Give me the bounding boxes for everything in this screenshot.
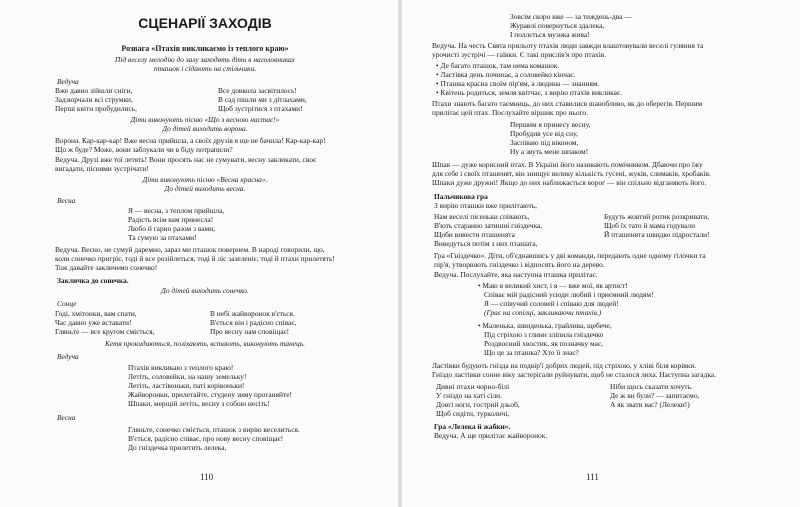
verse-line: Дивні птахи чорно-білі — [436, 382, 510, 391]
verse-line: Журавлі повернуться здалека, — [510, 21, 605, 30]
paragraph-line: Гніздо ластівки сонне віку застерігали руйнувати, щоб не сталося лиха. Наступна загадка. — [432, 370, 716, 379]
verse-line: Я — співучий соловей і співаю для людей! — [484, 299, 619, 308]
bullet-item: • Пташка красна своїм пір'ям, а людина — знанням. — [436, 79, 600, 88]
stage-direction: Діти виконують пісню «Що з весною настає!» — [130, 115, 280, 124]
paragraph-line: Гра «Гніздечко». Діти, об'єднавшись у дві команди, передають одне одному гілочки та — [434, 251, 706, 260]
stage-direction: Кетя прокидаються, позіхають, встають, виконують танець. — [105, 339, 305, 348]
verse-line: Щоби вивести пташенята — [434, 230, 515, 239]
verse-line: Вже давно зійшли сніги, — [55, 86, 133, 95]
verse-line: І поллється музика жива! — [510, 30, 590, 39]
bullet-item: • Ластівка день починає, а соловейко кінчає. — [436, 70, 576, 79]
paragraph-line: Тож давайте закличемо сонечко! — [55, 263, 158, 272]
verse-line: Летіть, соловейки, на нашу земельку! — [128, 372, 247, 381]
verse-line: Любо й гарно разом з вами, — [128, 224, 215, 233]
verse-line: До гніздечка прилетить лелека, — [128, 443, 227, 452]
verse-line: Під стріхою з глини зліпила гніздечко — [484, 330, 604, 339]
paragraph-line: Що ж буде? Може, вони заблукали чи в біду потрапили? — [55, 145, 233, 154]
verse-line: В'ється, радісно співає, про нову весну сповіщає! — [128, 434, 284, 443]
verse-line: Гляньте, сонечко сміється, пташок з вирію веселиться. — [128, 425, 300, 434]
section-heading: Гра «Лелека й жабки». — [434, 422, 511, 431]
page-title: СЦЕНАРІЇ ЗАХОДІВ — [138, 15, 272, 31]
verse-line: Пробудив усе від сну, — [510, 129, 578, 138]
verse-line: Щоб зустрітися з птахами! — [218, 104, 303, 113]
verse-line: Я — весна, з теплом прийшла, — [128, 206, 225, 215]
verse-line: В'ється він і радісно співає, — [210, 318, 297, 327]
verse-line: Зовсім скоро вже — за тиждень-два — — [510, 12, 632, 21]
verse-line: Птахів викликаю з теплого краю! — [128, 363, 234, 372]
verse-line: Заспіваю під віконом, — [510, 138, 579, 147]
paragraph-line: Ведуча. Послухайте, яка наступна пташка прилітає. — [434, 270, 598, 279]
paragraph-line: для себе і своїх пташенят, він знищує велику кількість гусені, жуків, слимаків, хробаків. — [432, 169, 711, 178]
verse-line: Роздвоєний хвостик, як позначку має, — [484, 339, 603, 348]
bullet-item: • Де багато пташок, там нема комашок. — [436, 61, 560, 70]
verse-line: Годі, хмітонки, вам спати, — [55, 309, 137, 318]
speaker-label: Ведуча — [57, 77, 79, 86]
verse-line: Радість всім вам принесла! — [128, 215, 214, 224]
verse-line: Співає мій радісний усюди любий і приємний людям! — [484, 290, 654, 299]
bullet-item: • Квітень родиться, земля квітчає, з вирію птахів викликає. — [436, 88, 622, 97]
verse-line: З вирію пташки вже прилітають, — [434, 201, 537, 210]
verse-line: Та сумую за птахами! — [128, 233, 197, 242]
verse-line: Ну а звуть мене шпаком! — [510, 147, 589, 156]
paragraph-line: Ведуча. Весно, не сумуй даремно, зараз ми пташок повернем. В народі говорили, що, — [55, 245, 325, 254]
section-heading: Пальчикова гра — [434, 192, 488, 201]
paragraph-line: вигадати, піснями зустрічати! — [55, 164, 149, 173]
paragraph-line: коли сонечко пригріє, тоді й все розійлеться, тоді й ліс зазеленіє, тоді й птахи прилетять! — [55, 254, 335, 263]
verse-line: В сад пішли ми з дітлахами, — [218, 95, 307, 104]
verse-line: Виведуться потім з них пташата, — [434, 239, 538, 248]
verse-line: А як звати вас? (Лелеки!) — [610, 400, 690, 409]
verse-line: Перші квіти пробудились, — [55, 104, 137, 113]
verse-line: Задзюрчали всі струмки, — [55, 95, 133, 104]
verse-line: • Маленька, швиденька, грайлива, щебече, — [478, 321, 612, 330]
verse-line: Довгі ноги, гострий дзьоб, — [436, 400, 520, 409]
paragraph-line: урочисті зустрічі — гаївки. Є такі прислів'я про птахів. — [432, 50, 607, 59]
verse-line: Щоб сидіти, турколичі, — [436, 409, 510, 418]
verse-line: Шпаки, мерщій летіть, весну з собою несіть! — [128, 399, 270, 408]
verse-line: Щоб їх тато й мама годували — [604, 221, 696, 230]
verse-line: Гляньте — все кругом сміється, — [55, 327, 155, 336]
speaker-label: Весна — [57, 413, 76, 422]
paragraph-line: Ластівки будують гнізда на подвір'ї добрих людей, під стріхою, у хліві біля корівки. — [432, 361, 697, 370]
verse-line: Про весну нам сповіщає! — [210, 327, 290, 336]
verse-line: Першим я принесу весну, — [510, 120, 591, 129]
intro-line-1: Під веселу мелодію до залу заходять діти в наголовниках — [115, 55, 295, 64]
verse-line: Що це за пташка? Хто її знає? — [484, 348, 579, 357]
verse-line: Будуть жовтий ротик розкривати, — [604, 212, 710, 221]
speaker-label: Весна — [57, 196, 76, 205]
speaker-label: Сонце — [57, 299, 77, 308]
intro-line-2: пташок і сідають на стільчики. — [153, 64, 257, 73]
paragraph-line: прилітає цей птах. Послухайте віршик про нього. — [432, 108, 588, 117]
paragraph-line: пір'я, утворюють гніздечко і відносять його на дерево. — [434, 260, 605, 269]
verse-line: В небі жайворонок в'ється. — [210, 309, 295, 318]
paragraph-line: Птахи знають багато таємниць, до них ставилися шанобливо, як до оберегів. Першим — [432, 99, 703, 108]
verse-line: У гніздо на хаті сіли. — [436, 391, 502, 400]
paragraph-line: Шпаки дуже дружні! Якщо до них наближається ворог — він спільно відганяють його. — [432, 178, 707, 187]
stage-direction: До дітей виходить весна. — [164, 184, 246, 193]
verse-line: Час давно уже вставати! — [55, 318, 132, 327]
page-number: 110 — [200, 472, 214, 482]
stage-direction: Діти виконують пісню «Весна красна». — [142, 175, 268, 184]
verse-line: Де ж ви були? — запитаємо, — [610, 391, 700, 400]
paragraph-line: Ворона. Кар-кар-кар! Вже весна прийшла, а своїх друзів я ще не бачила! Кар-кар-кар! — [55, 136, 326, 145]
verse-line: Все довкола засвітилось! — [218, 86, 297, 95]
paragraph-line: Ведуча. Друзі вже тої летять! Вони просять нас не сумувати, весну закликати, своє — [55, 155, 317, 164]
section-heading: Закличка до сонечка. — [57, 276, 129, 285]
verse-line: Ніби щось сказати хочуть. — [610, 382, 693, 391]
paragraph-line: Ведуча. А ще прилітає жайворонок. — [434, 431, 548, 440]
verse-line: Летіть, ластівоньки, паті корівоньки! — [128, 381, 245, 390]
right-page — [400, 0, 800, 507]
verse-line: Жайворонки, прилетайте, студену зиму проганяйте! — [128, 390, 292, 399]
speaker-label: Ведуча — [57, 352, 79, 361]
stage-direction: До дітей виходить сонечко. — [161, 286, 249, 295]
verse-line: В'ють старанно затишні гніздечка, — [434, 221, 543, 230]
stage-direction: (Грає на сопілці, закликаючи птахів.) — [484, 308, 602, 317]
paragraph-line: Шпак — дуже корисний птах. В Україні його називають помічником. Дбаючи про їжу — [432, 160, 703, 169]
verse-line: • Маю в великий хист, і я — вже мої, як артист! — [478, 281, 628, 290]
verse-line: Й пташенята швидко підростали! — [604, 230, 710, 239]
verse-line: Нам веселі пісеньки співають, — [434, 212, 530, 221]
page-number: 111 — [586, 472, 599, 482]
paragraph-line: Ведуча. На честь Свята прильоту птахів люди завжди влаштовували веселі гуляння та — [432, 41, 704, 50]
event-subtitle: Розвага «Птахів викликаємо із теплого краю» — [121, 44, 289, 53]
stage-direction: До дітей виходить ворона. — [162, 124, 248, 133]
